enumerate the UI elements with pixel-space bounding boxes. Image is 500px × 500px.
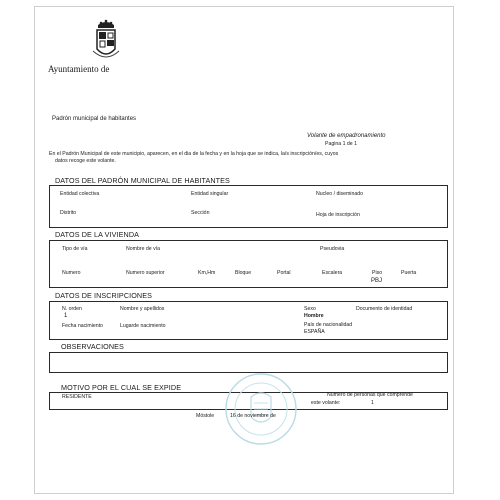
hoja-label: Hoja de inscripción: [316, 212, 360, 218]
nacionalidad-label: País de nacionalidad: [304, 322, 353, 328]
bloque-label: Bloque: [235, 270, 252, 276]
entidad-singular-label: Entidad singular: [191, 191, 229, 197]
observaciones-box: [49, 352, 448, 373]
personas-label-line1: Numero de personas que comprende: [327, 392, 413, 398]
section-heading-observaciones: OBSERVACIONES: [61, 342, 124, 351]
intro-text-line1: En el Padrón Municipal de este municipio, aparecen, en el dia de la fecha y en la hoja que se indica, la/s inscripción/es, cuyos: [49, 151, 339, 157]
nombre-label: Nombre y apellidos: [120, 306, 165, 312]
page-number: Pagina 1 de 1: [325, 141, 358, 147]
piso-label: Piso: [372, 270, 383, 276]
lugar-nacimiento-label: Lugarde nacimiento: [120, 323, 166, 329]
nacionalidad-value: ESPAÑA: [304, 329, 325, 335]
orden-value: 1: [64, 313, 68, 319]
official-stamp: [223, 371, 299, 447]
section-heading-padron: DATOS DEL PADRÓN MUNICIPAL DE HABITANTES: [55, 176, 230, 185]
seccion-label: Sección: [191, 210, 210, 216]
section-heading-inscripciones: DATOS DE INSCRIPCIONES: [55, 291, 152, 300]
motivo-value: RESIDENTE: [62, 394, 92, 400]
documento-label: Documento de identidad: [356, 306, 413, 312]
coat-of-arms-logo: [89, 19, 123, 63]
fecha-nacimiento-label: Fecha nacimiento: [62, 323, 103, 329]
piso-value: PBJ: [371, 278, 383, 284]
document-subtitle: Volante de empadronamiento: [307, 133, 386, 139]
personas-label-line2: este volante:: [311, 400, 341, 406]
personas-value: 1: [371, 400, 374, 406]
numero-superior-label: Numero superior: [126, 270, 165, 276]
sexo-label: Sexo: [304, 306, 316, 312]
footer-date: 16 de noviembre de: [230, 413, 276, 419]
puerta-label: Puerta: [401, 270, 417, 276]
footer-place: Móstole: [196, 413, 215, 419]
distrito-label: Distrito: [60, 210, 77, 216]
numero-label: Numero: [62, 270, 81, 276]
escalera-label: Escalera: [322, 270, 343, 276]
municipality-name: Ayuntamiento de: [48, 64, 110, 74]
inscripciones-box: [49, 301, 448, 340]
pseudovia-label: Pseudovia: [320, 246, 345, 252]
kmhm-label: Km,Hm: [198, 270, 216, 276]
sexo-value: Hombre: [304, 313, 324, 319]
nucleo-label: Nucleo / diseminado: [316, 191, 364, 197]
document-title: Padrón municipal de habitantes: [52, 116, 137, 122]
tipo-via-label: Tipo de vía: [62, 246, 88, 252]
section-heading-vivienda: DATOS DE LA VIVIENDA: [55, 230, 140, 239]
portal-label: Portal: [277, 270, 291, 276]
nombre-via-label: Nombre de vía: [126, 246, 161, 252]
vivienda-box: [49, 240, 448, 288]
entidad-colectiva-label: Entidad colectiva: [60, 191, 100, 197]
section-heading-motivo: MOTIVO POR EL CUAL SE EXPIDE: [61, 383, 182, 392]
padron-box: [49, 185, 448, 228]
document-sheet: [34, 6, 454, 494]
intro-text-line2: datos recoge este volante.: [55, 158, 116, 164]
orden-label: N. orden: [62, 306, 82, 312]
